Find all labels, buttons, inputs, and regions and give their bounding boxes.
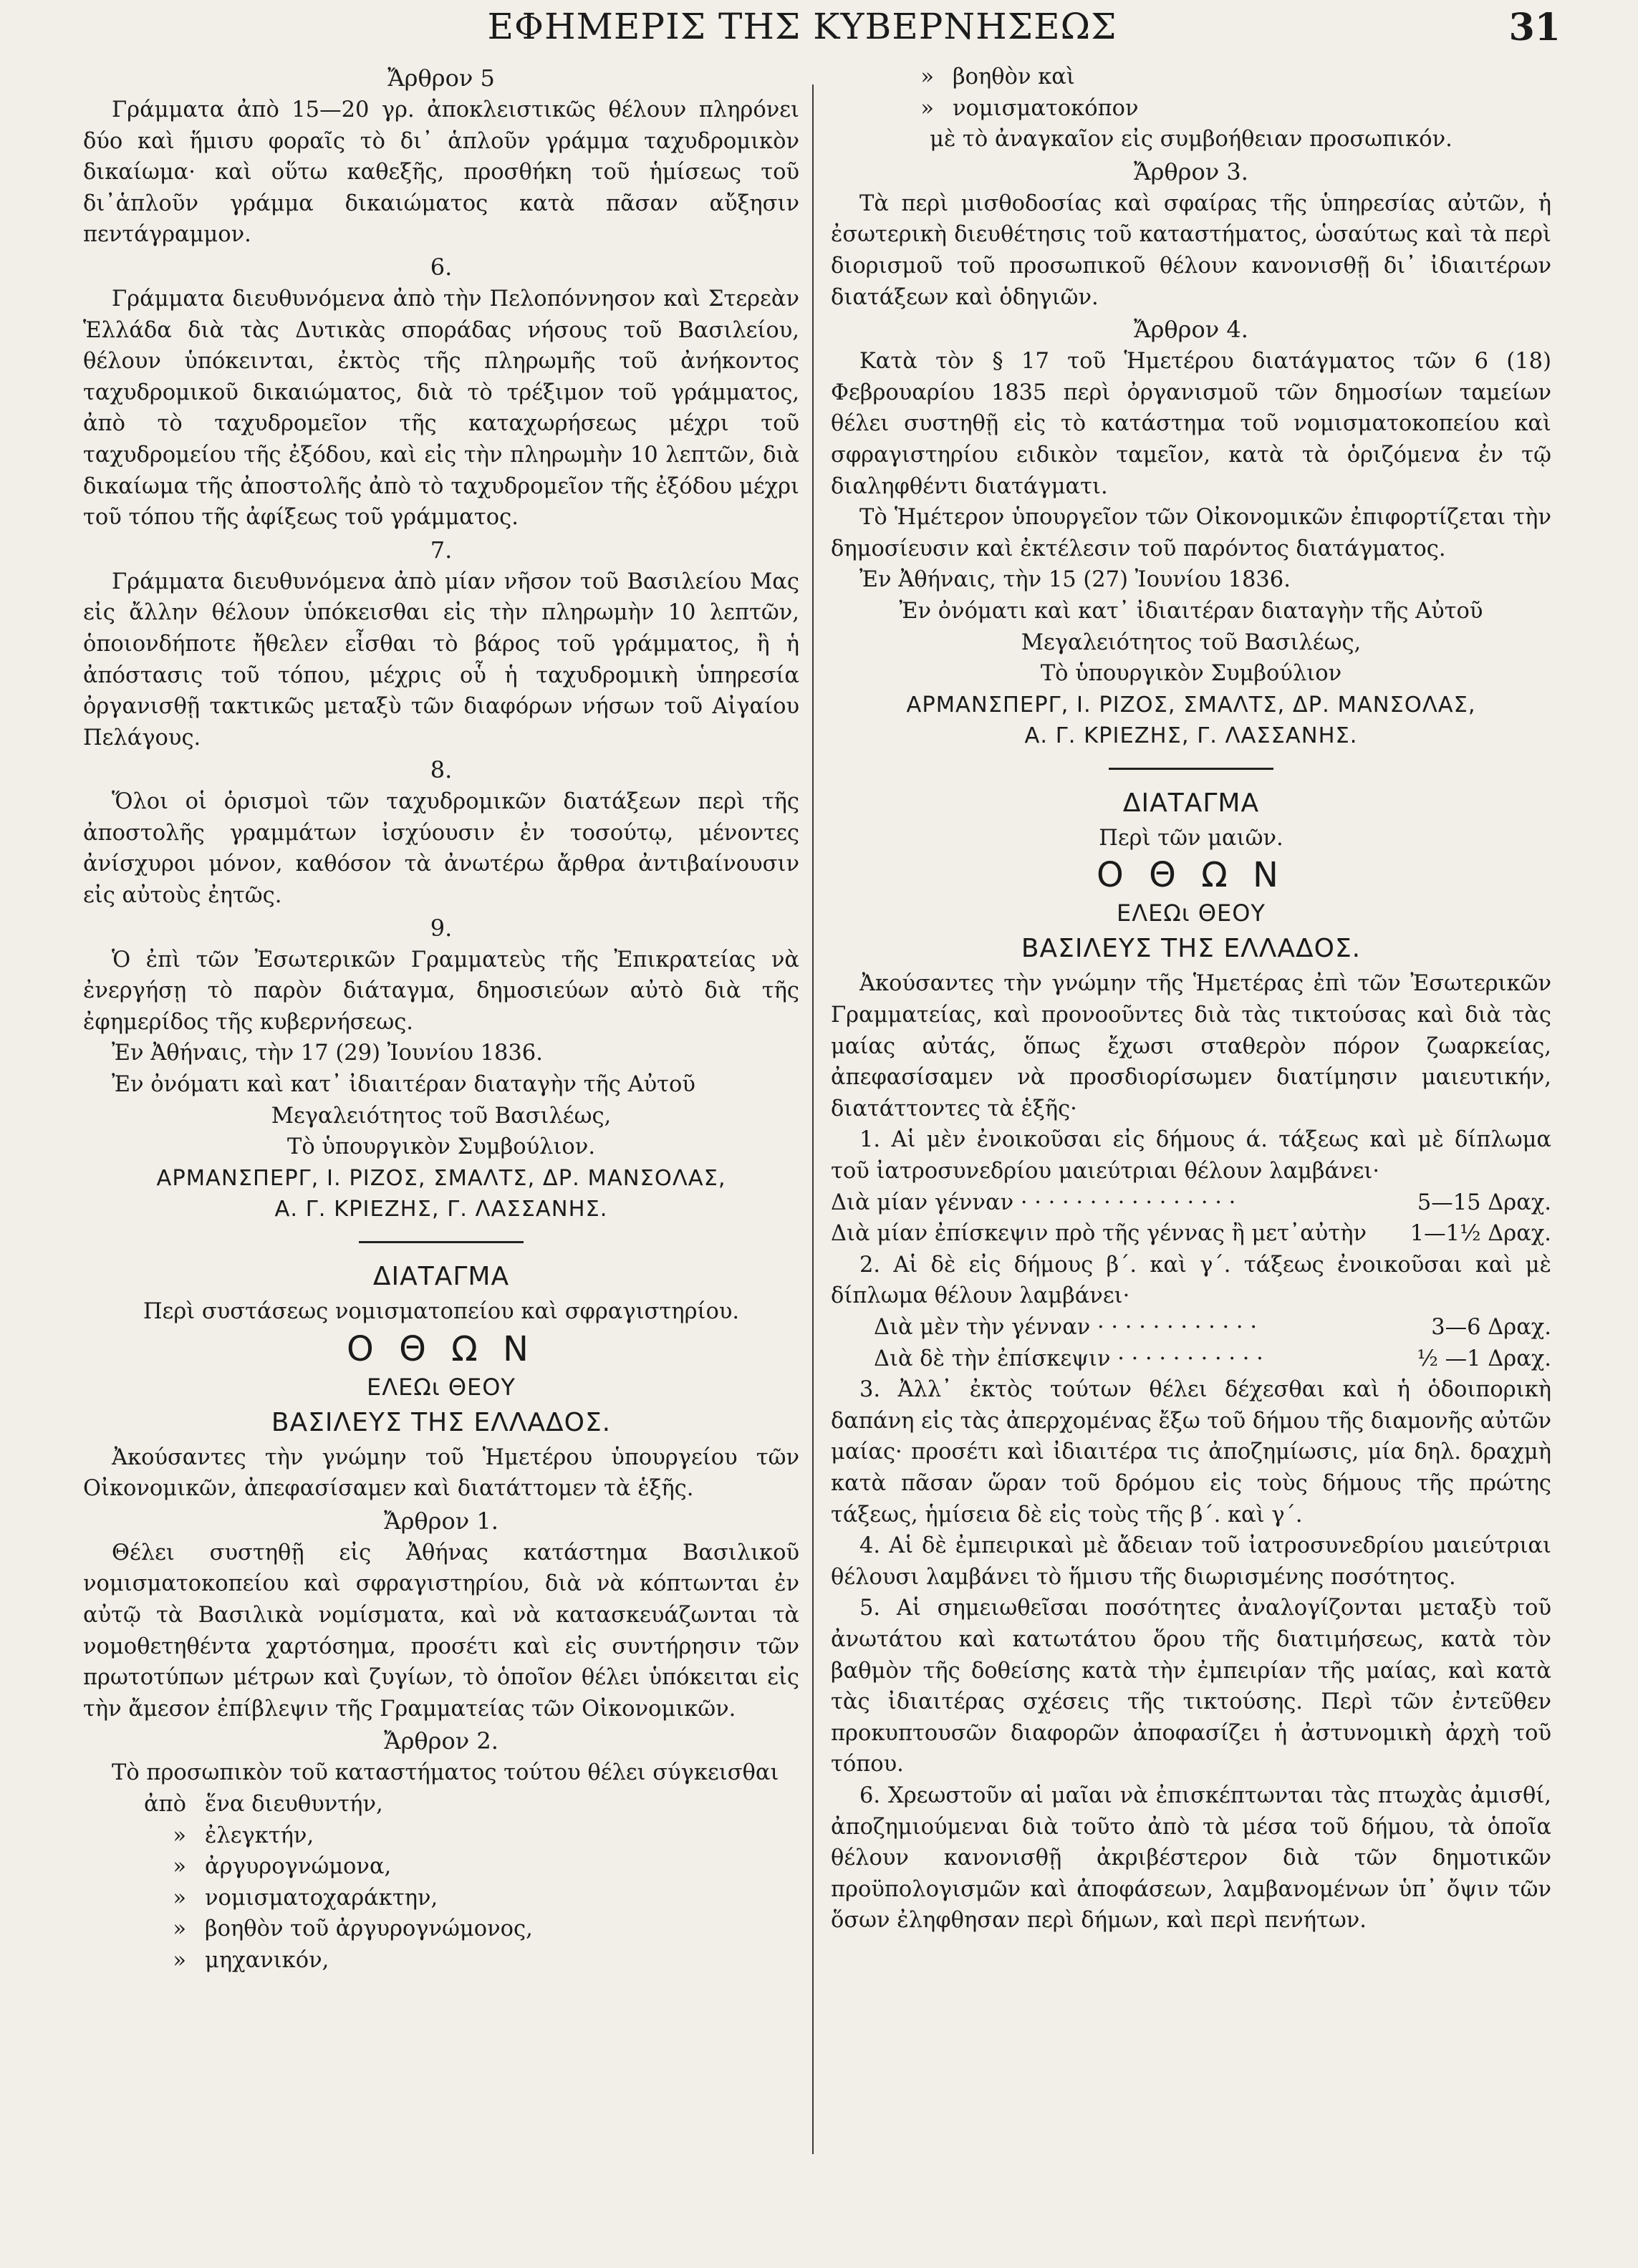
page-number: 31 — [1508, 6, 1561, 49]
dei-gratia: ΕΛΕΩι ΘΕΟΥ — [1117, 899, 1266, 927]
dei-gratia: ΕΛΕΩι ΘΕΟΥ — [367, 1373, 516, 1401]
king-name: Ο Θ Ω Ν — [347, 1328, 536, 1369]
provision-text: 6. Χρεωστοῦν αἱ μαῖαι νὰ ἐπισκέπτωνται τὰς πτωχὰς ἀμισθί, ἀποζημιούμεναι διὰ τοῦτο ἀπὸ τὰ μέσα τοῦ δήμου, τὰ ὁποῖα θέλουν κανονισθῇ ἀκριβέστερον διὰ τῶν δημοτικῶν προϋπολογισμῶν καὶ ἀποφάσεων, λαμβανομένων ὑπ᾿ ὄψιν τῶν ὅσων ἐληφθησαν περὶ δήμων, καὶ περὶ πενήτων. — [831, 1782, 1551, 1934]
article-text: Ὁ ἐπὶ τῶν Ἐσωτερικῶν Γραμματεὺς τῆς Ἐπικρατείας νὰ ἐνεργήσῃ τὸ παρὸν διάταγμα, δημοσιεύων αὐτὸ διὰ τῆς ἐφημερίδος τῆς κυβερνήσεως. — [83, 947, 799, 1035]
fee-amount: 5—15 Δραχ. — [1417, 1190, 1551, 1215]
list-item — [83, 1945, 799, 1977]
article-heading: 9. — [430, 914, 453, 942]
article-text: Γράμματα ἀπὸ 15—20 γρ. ἀποκλειστικῶς θέλουν πληρόνει δύο καὶ ἥμισυ φοραῖς τὸ δι᾿ ἁπλοῦν γράμμα ταχυδρομικὸν δικαίωμα· καὶ οὕτω καθεξῆς, προσθήκη τοῦ ἡμίσεως τοῦ δι᾿ἁπλοῦν γράμμα δικαιώματος κατὰ πᾶσαν αὔξησιν πεντάγραμμον. — [83, 97, 799, 248]
fee-label: Διὰ δὲ τὴν ἐπίσκεψιν · · · · · · · · · · · — [874, 1346, 1263, 1371]
list-item — [831, 93, 1551, 125]
fee-label: Διὰ μίαν γένναν · · · · · · · · · · · · · · · · — [831, 1190, 1236, 1215]
decree-date: Ἐν Ἀθήναις, τὴν 17 (29) Ἰουνίου 1836. — [112, 1041, 543, 1066]
signatories: ΑΡΜΑΝΣΠΕΡΓ, Ι. ΡΙΖΟΣ, ΣΜΑΛΤΣ, ΔΡ. ΜΑΝΣΟΛΑΣ, — [156, 1165, 726, 1191]
fee-label: Διὰ μὲν τὴν γένναν · · · · · · · · · · · · — [874, 1315, 1258, 1340]
article-text: Ὅλοι οἱ ὁρισμοὶ τῶν ταχυδρομικῶν διατάξεων περὶ τῆς ἀποστολῆς γραμμάτων ἰσχύουσιν ἐν τοσούτῳ, μένοντες ἀνίσχυροι μόνον, καθόσον τὰ ἀνωτέρω ἄρθρα ἀντιβαίνουσιν εἰς αὐτοὺς ἐητῶς. — [83, 789, 799, 909]
article-text: Γράμματα διευθυνόμενα ἀπὸ τὴν Πελοπόννησον καὶ Στερεὰν Ἑλλάδα διὰ τὰς Δυτικὰς σποράδας νήσους τοῦ Βασιλείου, θέλουν ὑπόκεινται, ἐκτὸς τῆς πληρωμῆς τοῦ ἀνήκοντος ταχυδρομικοῦ δικαιώματος, διὰ τὸ τρέξιμον τοῦ γράμματος, ἀπὸ τὸ ταχυδρομεῖον τῆς καταχωρήσεως μέχρι τοῦ ταχυδρομείου τῆς ἐξόδου, καὶ εἰς τὴν πληρωμὴν 10 λεπτῶν, διὰ δικαίωμα τῆς ἀποστολῆς ἀπὸ τὸ ταχυδρομεῖον τῆς ἐξόδου μέχρι τοῦ τόπου τῆς ἀφίξεως τοῦ γράμματος. — [83, 286, 799, 531]
ditto-mark: » — [920, 95, 934, 121]
fee-row — [831, 1343, 1551, 1375]
list-item — [83, 1851, 799, 1883]
article-text: Τὸ Ἡμέτερον ὑπουργεῖον τῶν Οἰκονομικῶν ἐπιφορτίζεται τὴν δημοσίευσιν καὶ ἐκτέλεσιν τοῦ παρόντος διατάγματος. — [831, 505, 1551, 561]
decree-subject: Περὶ τῶν μαιῶν. — [1099, 825, 1283, 851]
article-text: Κατὰ τὸν § 17 τοῦ Ἡμετέρου διατάγματος τῶν 6 (18) Φεβρουαρίου 1835 περὶ ὀργανισμοῦ τῶν δημοσίων ταμείων θέλει συστηθῇ εἰς τὸ κατάστημα τοῦ νομισματοκοπείου καὶ σφραγιστηρίου ειδικὸν ταμεῖον, κατὰ τὰ ὁριζόμενα ἐν τῷ διαληφθέντι διατάγματι. — [831, 349, 1551, 499]
king-title: ΒΑΣΙΛΕΥΣ ΤΗΣ ΕΛΛΑΔΟΣ. — [1021, 934, 1362, 964]
article-heading: Ἄρθρον 2. — [384, 1727, 498, 1755]
ditto-mark: » — [173, 1823, 186, 1848]
list-text: βοηθὸν τοῦ ἀργυρογνώμονος, — [205, 1916, 533, 1942]
fee-row — [831, 1187, 1551, 1219]
ditto-mark: » — [173, 1947, 186, 1973]
decree-date: Ἐν Ἀθήναις, τὴν 15 (27) Ἰουνίου 1836. — [859, 567, 1291, 593]
gazette-title: ΕΦΗΜΕΡΙΣ ΤΗΣ ΚΥΒΕΡΝΗΣΕΩΣ — [487, 6, 1117, 47]
article-heading: Ἄρθρον 4. — [1134, 316, 1248, 344]
fee-label: Διὰ μίαν ἐπίσκεψιν πρὸ τῆς γέννας ἢ μετ᾿αὐτὴν — [831, 1221, 1367, 1247]
article-heading: Ἄρθρον 1. — [384, 1507, 498, 1535]
decree-title: ΔΙΑΤΑΓΜΑ — [1122, 788, 1260, 818]
right-column — [831, 62, 1551, 2253]
list-item — [831, 62, 1551, 93]
provision-text: 5. Αἱ σημειωθεῖσαι ποσότητες ἀναλογίζονται μεταξὺ τοῦ ἀνωτάτου καὶ κατωτάτου ὅρου τῆς διατιμήσεως, κατὰ τὸν βαθμὸν τῆς δοθείσης κατὰ τὴν ἐμπειρίαν τῆς μαίας, καὶ κατὰ τὰς ἰδιαιτέρας σχέσεις τῆς τικτούσης. Περὶ τῶν ἐντεῦθεν προκυπτουσῶν διαφορῶν ἀποφασίζει ἡ ἀστυνομικὴ ἀρχὴ τοῦ τόπου. — [831, 1596, 1551, 1777]
signature-line: Ἐν ὀνόματι καὶ κατ᾿ ἰδιαιτέραν διαταγὴν τῆς Αὐτοῦ — [112, 1072, 695, 1098]
fee-amount: 1—1½ Δραχ. — [1410, 1221, 1551, 1247]
staff-list — [83, 1789, 799, 1977]
decree-preamble: Ἀκούσαντες τὴν γνώμην τοῦ Ἡμετέρου ὑπουργείου τῶν Οἰκονομικῶν, ἀπεφασίσαμεν καὶ διατάττομεν τὰ ἑξῆς. — [83, 1444, 799, 1502]
decree-title: ΔΙΑΤΑΓΜΑ — [372, 1262, 510, 1291]
signature-line: Τὸ ὑπουργικὸν Συμβούλιον — [1040, 661, 1342, 687]
list-text: νομισματοχαράκτην, — [205, 1885, 438, 1911]
list-item — [83, 1789, 799, 1820]
king-title: ΒΑΣΙΛΕΥΣ ΤΗΣ ΕΛΛΑΔΟΣ. — [271, 1407, 612, 1437]
decree-subject: Περὶ συστάσεως νομισματοπείου καὶ σφραγιστηρίου. — [143, 1299, 740, 1324]
signature-line: Μεγαλειότητος τοῦ Βασιλέως, — [1021, 629, 1362, 655]
ditto-mark: » — [173, 1885, 186, 1911]
article-heading: 8. — [430, 756, 453, 784]
signature-line: Τὸ ὑπουργικὸν Συμβούλιον. — [286, 1134, 596, 1160]
king-name: Ο Θ Ω Ν — [1097, 855, 1286, 896]
page-header — [0, 6, 1638, 56]
provision-text: 2. Αἱ δὲ εἰς δήμους β΄. καὶ γ΄. τάξεως ἐνοικοῦσαι καὶ μὲ δίπλωμα θέλουν λαμβάνει· — [831, 1252, 1551, 1309]
decree-preamble: Ἀκούσαντες τὴν γνώμην τῆς Ἡμετέρας ἐπὶ τῶν Ἐσωτερικῶν Γραμματείας, καὶ προνοοῦντες διὰ τὰς τικτούσας καὶ διὰ τὰς μαίας αὐτάς, ὅπως ἔχωσι σταθερὸν πόρον ζωαρκείας, ἀπεφασίσαμεν νὰ προσδιορίσωμεν διατίμησιν μαιευτικήν, διατάττοντες τὰ ἑξῆς· — [831, 971, 1551, 1121]
list-item — [83, 1914, 799, 1945]
article-text: Θέλει συστηθῇ εἰς Ἀθήνας κατάστημα Βασιλικοῦ νομισματοκοπείου καὶ σφραγιστηρίου, διὰ νὰ κόπτωνται ἐν αὐτῷ τὰ Βασιλικὰ νομίσματα, καὶ νὰ κατασκευάζωνται τὰ νομοθετηθέντα χαρτόσημα, προσέτι καὶ εἰς συντήρησιν τῶν πρωτοτύπων μέτρων καὶ ζυγίων, τὸ ὁποῖον θέλει ὑπόκειται εἰς τὴν ἄμεσον ἐπίβλεψιν τῆς Γραμματείας τῶν Οἰκονομικῶν. — [83, 1540, 799, 1722]
column-divider — [812, 85, 814, 2154]
article-heading: Ἄρθρον 3. — [1134, 158, 1248, 185]
ditto-mark: » — [173, 1854, 186, 1880]
signatories: Α. Γ. ΚΡΙΕΖΗΣ, Γ. ΛΑΣΣΑΝΗΣ. — [1024, 723, 1358, 749]
provision-text: 3. Ἀλλ᾿ ἐκτὸς τούτων θέλει δέχεσθαι καὶ ἡ ὁδοιπορικὴ δαπάνη εἰς τὰς ἀπερχομένας ἔξω τοῦ δήμου τῆς διαμονῆς αὐτῶν μαίας· προσέτι καὶ ἰδιαιτέρα τις ἀποζημίωσις, μία δηλ. δραχμὴ κατὰ πᾶσαν ὥραν τοῦ δρόμου εἰς τοὺς δήμους τῆς πρώτης τάξεως, ἡμίσεια δὲ εἰς τοὺς τῆς β΄. καὶ γ΄. — [831, 1377, 1551, 1528]
list-text: ἀργυρογνώμονα, — [205, 1854, 392, 1880]
article-heading: Ἄρθρον 5 — [387, 64, 495, 92]
article-heading: 6. — [430, 253, 453, 281]
list-item — [83, 1820, 799, 1852]
fee-amount: ½ —1 Δραχ. — [1417, 1346, 1551, 1371]
provision-text: 4. Αἱ δὲ ἐμπειρικαὶ μὲ ἄδειαν τοῦ ἰατροσυνεδρίου μαιεύτριαι θέλουσι λαμβάνει τὸ ἥμισυ τῆς διωρισμένης ποσότητος. — [831, 1533, 1551, 1590]
list-item — [83, 1883, 799, 1914]
article-text: Τὸ προσωπικὸν τοῦ καταστήματος τούτου θέλει σύγκεισθαι — [112, 1760, 779, 1786]
list-text: ἐλεγκτήν, — [205, 1823, 314, 1848]
section-rule — [1109, 768, 1273, 770]
fee-row — [831, 1312, 1551, 1343]
list-text: βοηθὸν καὶ — [953, 64, 1075, 90]
section-rule — [359, 1241, 524, 1243]
left-column — [83, 62, 799, 2253]
article-heading: 7. — [430, 536, 453, 564]
article-text: Γράμματα διευθυνόμενα ἀπὸ μίαν νῆσον τοῦ Βασιλείου Μας εἰς ἄλλην θέλουν ὑπόκεισθαι εἰς τὴν πληρωμὴν 10 λεπτῶν, ὁποιονδήποτε ἤθελεν εἶσθαι τὸ βάρος τοῦ γράμματος, ἢ ἡ ἀπόστασις τοῦ τόπου, μέχρις οὗ ἡ ταχυδρομικὴ ὑπηρεσία ὀργανισθῇ τακτικῶς μεταξὺ τῶν διαφόρων νήσων τοῦ Αἰγαίου Πελάγους. — [83, 569, 799, 751]
provision-text: 1. Αἱ μὲν ἐνοικοῦσαι εἰς δήμους ά. τάξεως καὶ μὲ δίπλωμα τοῦ ἰατροσυνεδρίου μαιεύτριαι θέλουν λαμβάνει· — [831, 1127, 1551, 1184]
ditto-mark: » — [920, 64, 934, 90]
staff-list-continued — [831, 62, 1551, 124]
list-text: νομισματοκόπον — [953, 95, 1139, 121]
fee-row — [831, 1218, 1551, 1250]
ditto-mark: » — [173, 1916, 186, 1942]
signature-line: Μεγαλειότητος τοῦ Βασιλέως, — [271, 1103, 612, 1129]
signatories: Α. Γ. ΚΡΙΕΖΗΣ, Γ. ΛΑΣΣΑΝΗΣ. — [274, 1197, 608, 1222]
article-text: Τὰ περὶ μισθοδοσίας καὶ σφαίρας τῆς ὑπηρεσίας αὐτῶν, ἡ ἐσωτερικὴ διευθέτησις τοῦ καταστήματος, ὡσαύτως καὶ τὰ περὶ διορισμοῦ τοῦ προσωπικοῦ θέλουν κανονισθῇ δι᾿ ἰδιαιτέρων διατάξεων καὶ ὁδηγιῶν. — [831, 190, 1551, 310]
list-tail: μὲ τὸ ἀναγκαῖον εἰς συμβοήθειαν προσωπικόν. — [930, 127, 1452, 153]
list-text: μηχανικόν, — [205, 1947, 329, 1973]
signatories: ΑΡΜΑΝΣΠΕΡΓ, Ι. ΡΙΖΟΣ, ΣΜΑΛΤΣ, ΔΡ. ΜΑΝΣΟΛΑΣ, — [906, 692, 1476, 718]
list-text: ἕνα διευθυντήν, — [205, 1791, 383, 1817]
list-lead: ἀπὸ — [143, 1791, 186, 1817]
fee-amount: 3—6 Δραχ. — [1431, 1315, 1551, 1340]
signature-line: Ἐν ὀνόματι καὶ κατ᾿ ἰδιαιτέραν διαταγὴν τῆς Αὐτοῦ — [899, 598, 1483, 624]
